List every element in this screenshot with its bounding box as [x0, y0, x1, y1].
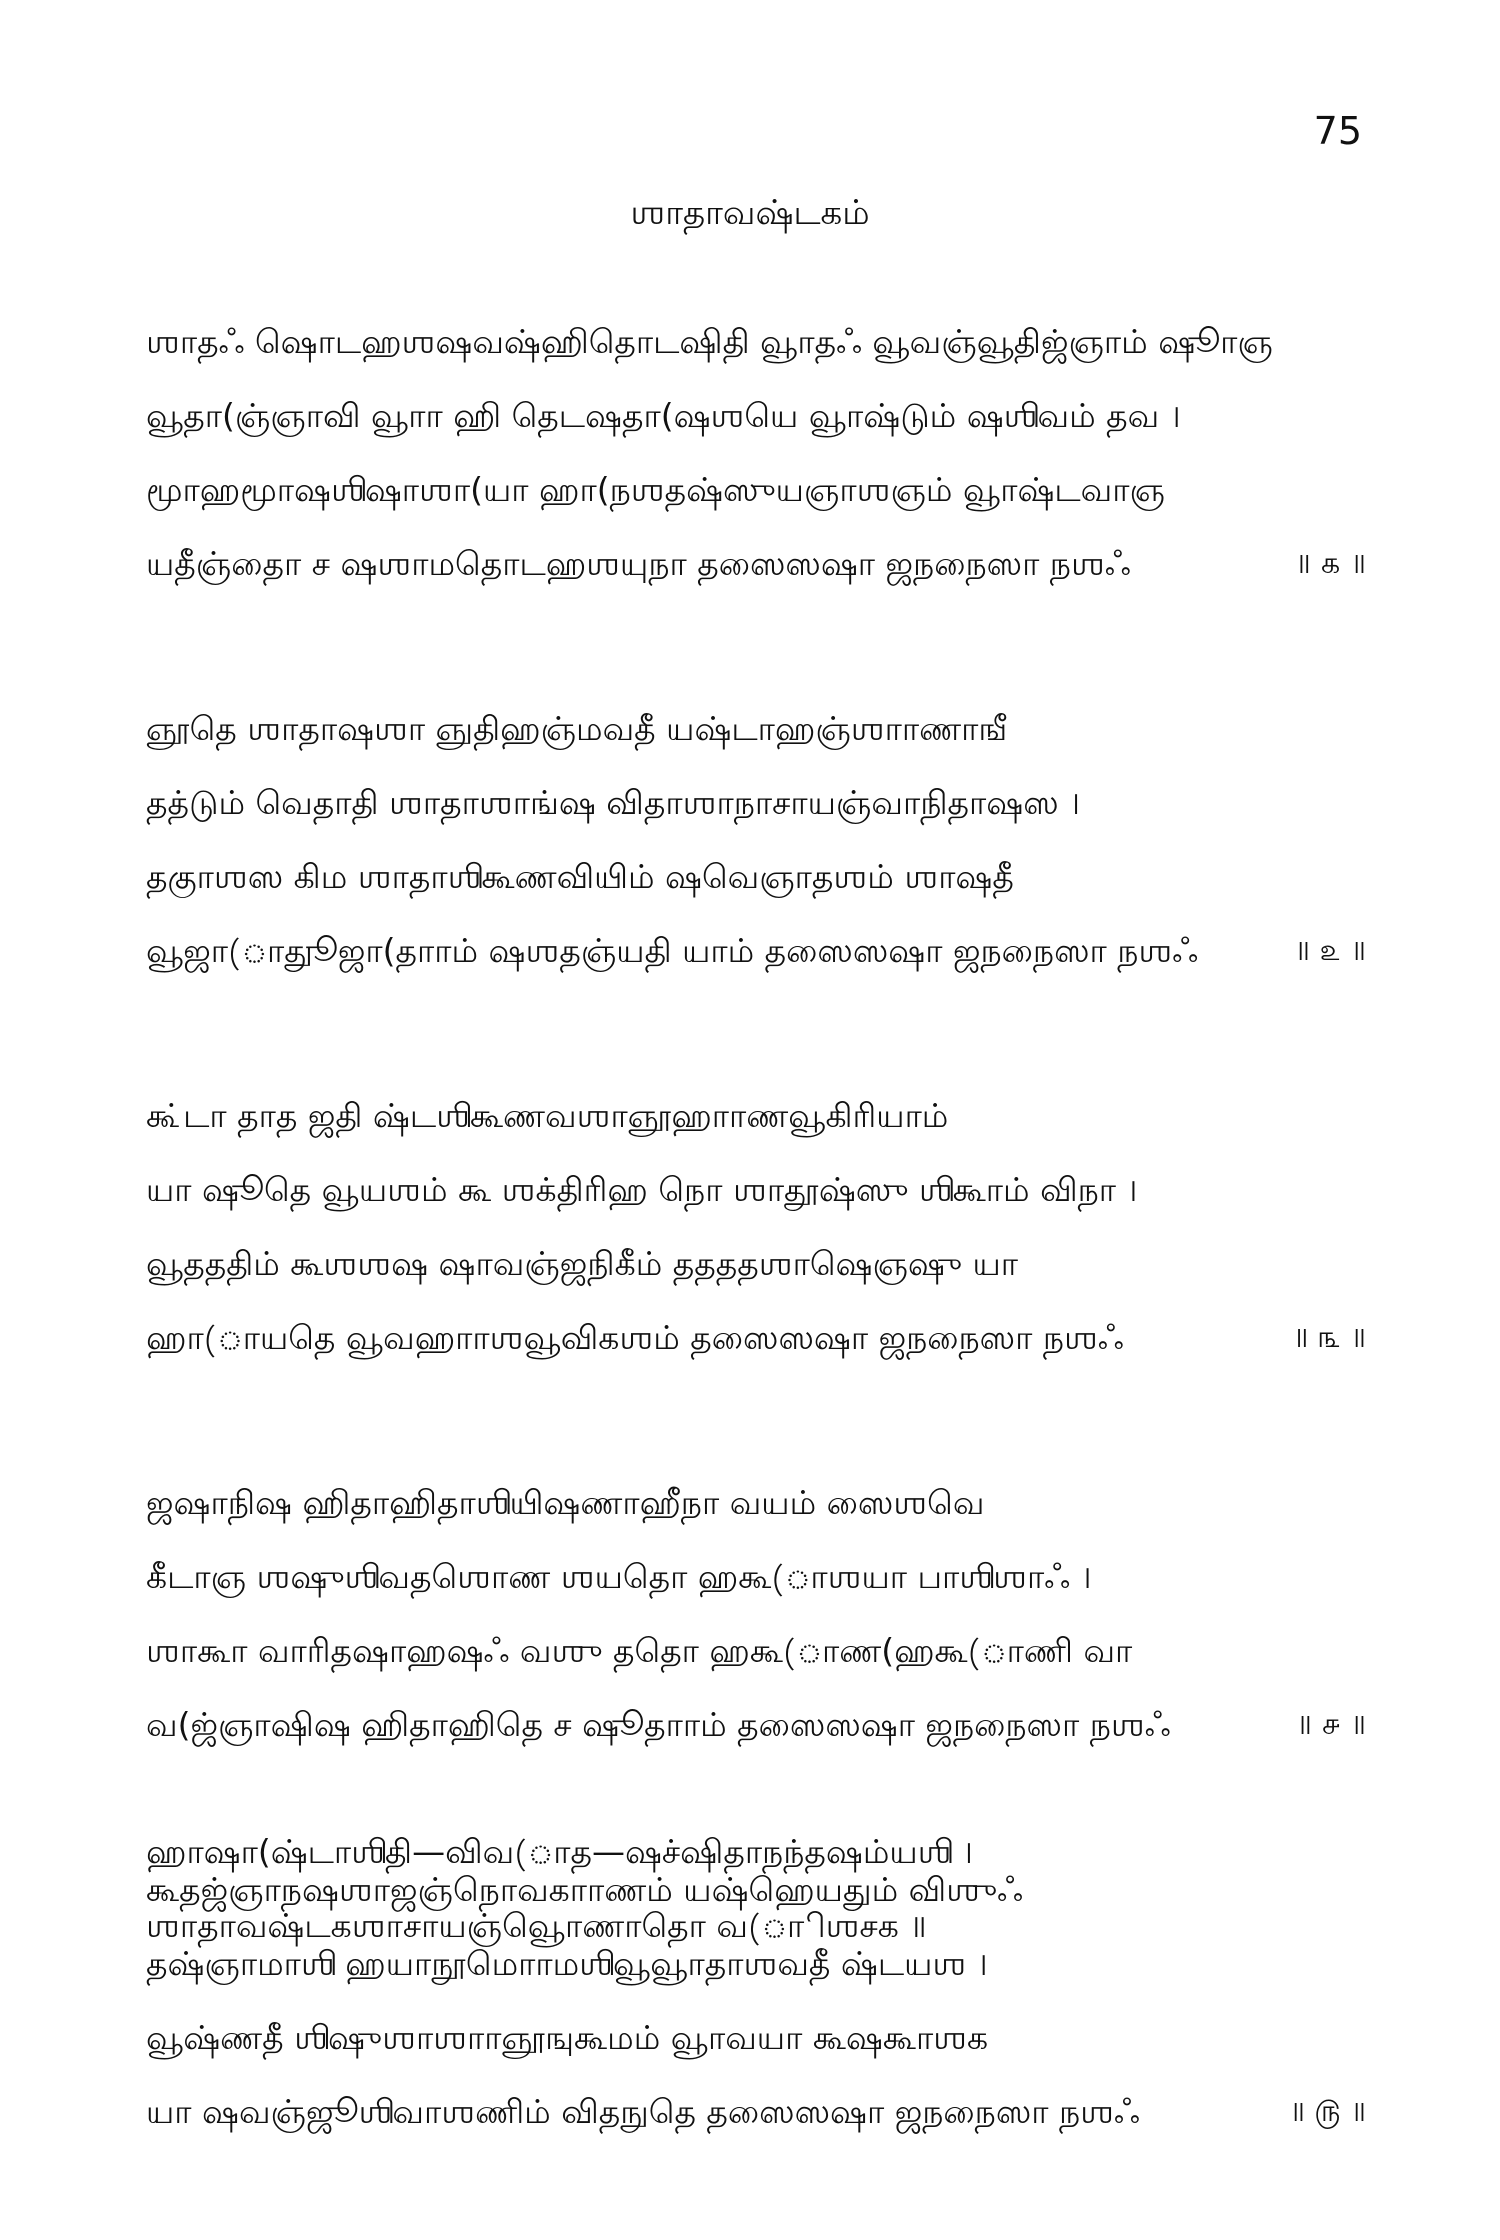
- verse-line-text: கீடாஞ ஶஷுஶிவதஶொண ஶயதொ ஹகூ(ாஶயா பாஶிஶாஃ ।: [146, 1557, 1092, 1596]
- verse-line: [146, 1153, 1366, 1227]
- verse-line-text: ஶாதஃ ஷொடஹஶஷவஷ்ஹிதொடஷிதி வூாதஃ வூவஞ்வூதிஜ்ஞாம் ஷூாஞ: [146, 322, 1273, 361]
- verse-line: [146, 2075, 1366, 2149]
- verse-line-text: தஷ்ஞாமாஶி ஹயாநூமொாமஶிவூவூாதாஶவதீ ஷ்டயஶ ।: [146, 1944, 988, 1983]
- verse-line: [146, 305, 1366, 379]
- verse-line-text: ஹா(ாயதெ வூவஹாாஶவூவிகஶம் தஸைஸஷா ஜநநைஸா நஶஃ: [146, 1318, 1124, 1357]
- verse-line-text: வூதா(ஞ்ஞாவி வூாா ஹி தெடஷதா(ஷஶயெ வூாஷ்டும் ஷஶிவம் தவ ।: [146, 396, 1181, 435]
- verse-line: [146, 766, 1366, 840]
- verse-number: ॥ ௩ ॥: [1292, 1320, 1366, 1355]
- verse-line: [146, 840, 1366, 914]
- verse-line-text: வூஷ்ணதீ ஶிஷுஶாஶாாஞூஙுகூமம் வூாவயா கூஷகூாஶக: [146, 2018, 989, 2057]
- verse-line: [146, 1079, 1366, 1153]
- colophon: [146, 1815, 1366, 1963]
- verse-line: [146, 1688, 1366, 1762]
- verse-line: [146, 692, 1366, 766]
- verse-1: [146, 305, 1366, 601]
- verse-line-text: தத்டும் வெதாதி ஶாதாஶாங்ஷ விதாஶாநாசாயஞ்வாநிதாஷஸ ।: [146, 783, 1081, 822]
- verse-line: [146, 379, 1366, 453]
- verse-line-text: கூ்டா தாத ஜதி ஷ்டஶிகூணவஶாஞூஹாாணவூகிரியாம்: [146, 1096, 949, 1135]
- verse-line-text: ஜஷாநிஷ ஹிதாஹிதாஶியிஷணாஹீநா வயம் ஸைஶவெ: [146, 1483, 985, 1522]
- verse-3: [146, 1079, 1366, 1375]
- verse-2: [146, 692, 1366, 988]
- verse-line: [146, 1227, 1366, 1301]
- verse-line-text: மூாஹமூாஷஶிஷாஶா(யா ஹா(நஶதஷ்ஸுயஞாஶஞம் வூாஷ்டவாஞ: [146, 470, 1165, 509]
- colophon-line-text: ஶாதாவஷ்டகஶாசாயஞ்வெூாணாதொ வ(ாிஶசக ॥: [146, 1906, 927, 1945]
- verse-line: [146, 1614, 1366, 1688]
- verse-number: ॥ ௨ ॥: [1294, 933, 1366, 968]
- verse-line-text: கூதஜ்ஞாநஷஶாஜஞ்நொவகாாணம் யஷ்ஹெயதும் விஶுஃ: [146, 1870, 1024, 1909]
- verse-line-text: வூஜா(ாதுூஜா(தாாம் ஷஶதஞ்யதி யாம் தஸைஸஷா ஜநநைஸா நஶஃ: [146, 931, 1199, 970]
- verse-line-text: வூதததிம் கூஶஶஷ ஷாவஞ்ஜநிகீம் ததததஶாஷெஞஷு யா: [146, 1244, 1019, 1283]
- colophon-line: [146, 1815, 1366, 1889]
- verse-number: ॥ ௫ ॥: [1289, 2094, 1366, 2129]
- verse-line-text: யதீஞ்தைா ச ஷஶாமதொடஹஶயுநா தஸைஸஷா ஜநநைஸா நஶஃ: [146, 544, 1131, 583]
- verse-line-text: ஞூதெ ஶாதாஷஶா ஞுதிஹஞ்மவதீ யஷ்டாஹஞ்ஶாாணாஙீ: [146, 709, 1008, 748]
- verse-line: [146, 2001, 1366, 2075]
- verse-line-text: தகுாஶஸ கிம ஶாதாஶிகூணவியிம் ஷவெஞாதஶம் ஶாஷதீ: [146, 857, 1014, 896]
- page-number: 75: [1313, 109, 1362, 153]
- verse-4: [146, 1466, 1366, 1762]
- colophon-line: [146, 1889, 1366, 1963]
- verse-line-text: யா ஷவஞ்ஜூஶிவாஶணிம் விதநுதெ தஸைஸஷா ஜநநைஸா நஶஃ: [146, 2092, 1140, 2131]
- verse-line: [146, 527, 1366, 601]
- verse-line: [146, 1301, 1366, 1375]
- verse-line-text: ஶாகூா வாரிதஷாஹஷஃ வஶு ததொ ஹகூ(ாண(ஹகூ(ாணி வா: [146, 1631, 1133, 1670]
- page-title: ஶாதாவஷ்டகம்: [630, 193, 870, 233]
- colophon-line-text: ஹாஷா(ஷ்டாஶிதி—விவ(ாத—ஷச்ஷிதாநந்தஷம்யஶி ।: [146, 1832, 973, 1871]
- verse-number: ॥ ௪ ॥: [1296, 1707, 1366, 1742]
- verse-line: [146, 453, 1366, 527]
- verse-line: [146, 1540, 1366, 1614]
- verse-line-text: வ(ஜ்ஞாஷிஷ ஹிதாஹிதெ ச ஷூதாாம் தஸைஸஷா ஜநநைஸா நஶஃ: [146, 1705, 1171, 1744]
- verse-line-text: யா ஷூதெ வூயஶம் கூ ஶக்திரிஹ நொ ஶாதூஷ்ஸு ஶிகூாம் விநா ।: [146, 1170, 1138, 1209]
- verse-line: [146, 1466, 1366, 1540]
- verse-line: [146, 914, 1366, 988]
- verse-number: ॥ ௧ ॥: [1295, 546, 1366, 581]
